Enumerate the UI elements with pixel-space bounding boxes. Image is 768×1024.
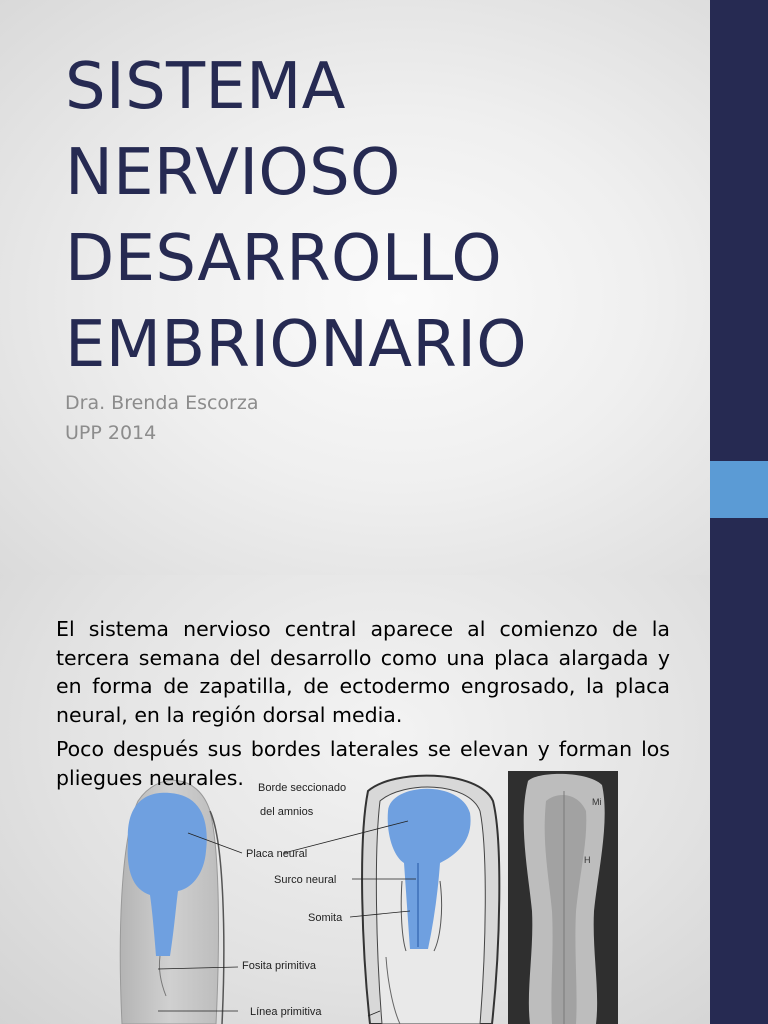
embryo-diagram-center — [362, 776, 499, 1024]
figure-label: Borde seccionado — [258, 782, 347, 794]
photo-label: Mi — [592, 797, 602, 807]
paragraph: Poco después sus bordes laterales se elevan y forman los pliegues neurales. — [56, 737, 670, 790]
figure-label: Fosita primitiva — [242, 960, 316, 972]
sidebar-accent — [710, 461, 768, 518]
slide-body-text — [56, 615, 670, 792]
title-line: EMBRIONARIO — [65, 308, 527, 382]
institution-year: UPP 2014 — [65, 422, 157, 444]
sidebar-bar — [710, 575, 768, 1024]
photo-label: H — [584, 855, 591, 865]
figure-label: Placa neural — [246, 848, 308, 860]
author-name: Dra. Brenda Escorza — [65, 392, 259, 414]
figure-label: Somita — [308, 912, 343, 924]
figure-label: Surco neural — [274, 874, 337, 886]
title-line: DESARROLLO — [65, 222, 503, 296]
title-line: SISTEMA — [65, 50, 346, 124]
content-slide — [0, 575, 768, 1024]
embryo-diagram-left — [120, 780, 224, 1024]
figure-label: del amnios — [260, 806, 314, 818]
embryo-figure — [118, 771, 618, 1024]
slide-title — [65, 44, 527, 388]
slide-subtitle — [65, 388, 258, 448]
title-line: NERVIOSO — [65, 136, 401, 210]
figure-label: Línea primitiva — [250, 1006, 322, 1018]
paragraph: El sistema nervioso central aparece al comienzo de la tercera semana del desarrollo como una placa alargada y en forma de zapatilla, de ectodermo engrosado, la placa neural, en la región dorsal media. — [56, 617, 670, 727]
embryo-micrograph — [508, 771, 618, 1024]
